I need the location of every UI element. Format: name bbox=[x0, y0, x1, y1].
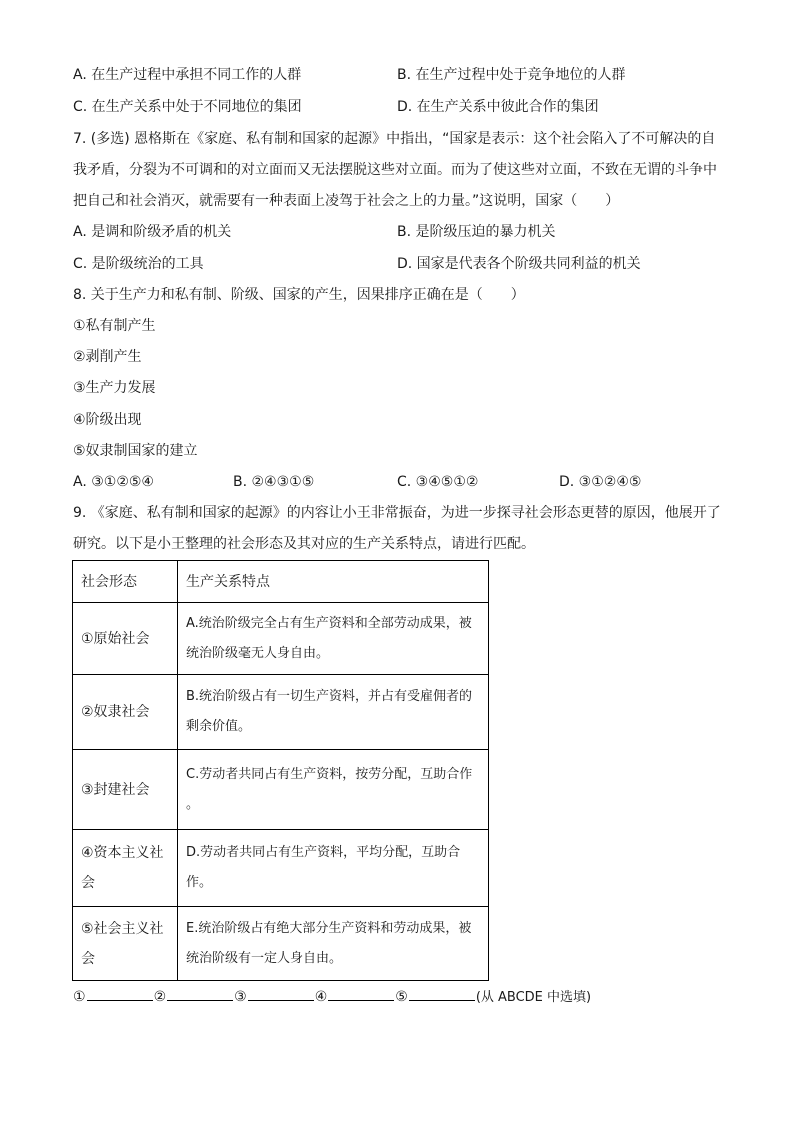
q8-item: ⑤奴隶制国家的建立 bbox=[73, 443, 198, 459]
society-cell: ④资本主义社会 bbox=[73, 830, 178, 907]
q7-option-c: C. 是阶级统治的工具 bbox=[73, 256, 204, 272]
society-cell: ⑤社会主义社会 bbox=[73, 907, 178, 981]
society-cell: ①原始社会 bbox=[73, 603, 178, 675]
table-header-cell: 社会形态 bbox=[73, 561, 178, 603]
society-cell: ③封建社会 bbox=[73, 750, 178, 830]
table-row bbox=[73, 750, 489, 830]
q8-item: ③生产力发展 bbox=[73, 380, 156, 396]
q6-option-a: A. 在生产过程中承担不同工作的人群 bbox=[73, 67, 302, 83]
feature-cell: C.劳动者共同占有生产资料，按劳分配，互助合作 。 bbox=[178, 750, 489, 830]
feature-cell: B.统治阶级占有一切生产资料，并占有受雇佣者的剩余价值。 bbox=[178, 675, 489, 750]
feature-cell: E.统治阶级占有绝大部分生产资料和劳动成果，被统治阶级有一定人身自由。 bbox=[178, 907, 489, 981]
q8-item: ④阶级出现 bbox=[73, 412, 142, 428]
q8-item: ①私有制产生 bbox=[73, 318, 156, 334]
q6-option-d: D. 在生产关系中彼此合作的集团 bbox=[397, 99, 599, 115]
answer-blank[interactable] bbox=[248, 986, 314, 1001]
fill-hint: (从 ABCDE 中选填) bbox=[475, 990, 592, 1005]
blank-label: ③ bbox=[234, 989, 247, 1005]
answer-blank[interactable] bbox=[87, 986, 153, 1001]
q8-option-b: B. ②④③①⑤ bbox=[233, 474, 315, 490]
q7-option-a: A. 是调和阶级矛盾的机关 bbox=[73, 224, 232, 240]
q8-stem: 8. 关于生产力和私有制、阶级、国家的产生，因果排序正确在是（ ） bbox=[73, 287, 525, 303]
feature-cell: A.统治阶级完全占有生产资料和全部劳动成果，被统治阶级毫无人身自由。 bbox=[178, 603, 489, 675]
q7-option-d: D. 国家是代表各个阶级共同利益的机关 bbox=[397, 256, 641, 272]
q6-option-b: B. 在生产过程中处于竞争地位的人群 bbox=[397, 67, 626, 83]
table-row bbox=[73, 907, 489, 981]
q7-option-b: B. 是阶级压迫的暴力机关 bbox=[397, 224, 556, 240]
q8-item: ②剥削产生 bbox=[73, 349, 142, 365]
table-header-cell: 生产关系特点 bbox=[178, 561, 489, 603]
answer-blank[interactable] bbox=[167, 986, 233, 1001]
answer-blank[interactable] bbox=[409, 986, 475, 1001]
society-cell: ②奴隶社会 bbox=[73, 675, 178, 750]
blank-label: ① bbox=[73, 989, 86, 1005]
blank-label: ② bbox=[153, 989, 167, 1005]
q8-option-c: C. ③④⑤①② bbox=[397, 474, 479, 490]
q7-stem: 7. (多选) 恩格斯在《家庭、私有制和国家的起源》中指出，“国家是表示：这个社会陷入了不可解决的自我矛盾，分裂为不可调和的对立面而又无法摆脱这些对立面。而为了使这些对立面，不致在无谓的斗争中把自己和社会消灭，就需要有一种表面上凌驾于社会之上的力量。”这说明，国家（ ） bbox=[73, 131, 717, 209]
answer-blank[interactable] bbox=[328, 986, 394, 1001]
blank-label: ⑤ bbox=[395, 989, 408, 1005]
q8-option-d: D. ③①②④⑤ bbox=[559, 474, 642, 490]
feature-cell: D.劳动者共同占有生产资料，平均分配，互助合作。 bbox=[178, 830, 489, 907]
q9-stem: 9. 《家庭、私有制和国家的起源》的内容让小王非常振奋，为进一步探寻社会形态更替的原因，他展开了研究。以下是小王整理的社会形态及其对应的生产关系特点，请进行匹配。 bbox=[73, 505, 721, 552]
q6-option-c: C. 在生产关系中处于不同地位的集团 bbox=[73, 99, 302, 115]
matching-table bbox=[72, 560, 489, 981]
table-row bbox=[73, 603, 489, 675]
blank-label: ④ bbox=[314, 989, 328, 1005]
answer-blanks bbox=[73, 986, 591, 1008]
table-header-row bbox=[73, 561, 489, 603]
table-row bbox=[73, 830, 489, 907]
table-row bbox=[73, 675, 489, 750]
q8-option-a: A. ③①②⑤④ bbox=[73, 474, 154, 490]
